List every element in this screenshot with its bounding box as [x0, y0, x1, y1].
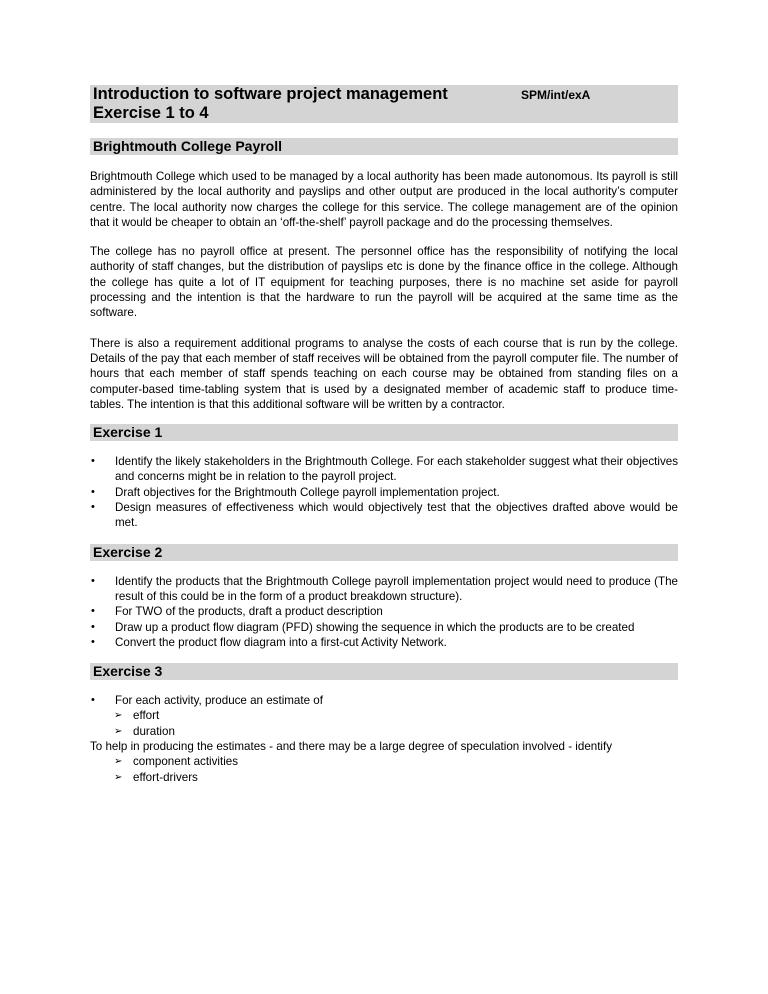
- exercise2-list: [90, 574, 678, 650]
- list-item: ➢ effort-drivers: [90, 770, 678, 785]
- list-item: ➢ effort: [90, 708, 678, 723]
- list-item: • Design measures of effectiveness which would objectively test that the objectives drafted above would be met.: [90, 500, 678, 531]
- exercise3-list: [90, 693, 678, 708]
- identify-sublist: [90, 754, 678, 785]
- case-paragraph-3: There is also a requirement additional programs to analyse the costs of each course that is run by the college. Details of the pay that each member of staff receives will be obtained from the payroll computer file. The number of hours that each member of staff spends teaching on each course may be obtained from standing files on a computer-based time-tabling system that is used by a designated member of academic staff to produce time-tables. The intention is that this additional software will be written by a contractor.: [90, 336, 678, 411]
- exercise1-list: [90, 454, 678, 530]
- exercise2-heading: Exercise 2: [90, 544, 678, 561]
- list-item: ➢ duration: [90, 724, 678, 739]
- list-item: • Draw up a product flow diagram (PFD) showing the sequence in which the products are to be created: [90, 620, 678, 635]
- document-code: SPM/int/exA: [521, 88, 591, 102]
- estimate-sublist: [90, 708, 678, 739]
- exercise1-heading: Exercise 1: [90, 424, 678, 441]
- document-subtitle: Exercise 1 to 4: [93, 104, 209, 122]
- list-item: • For TWO of the products, draft a product description: [90, 604, 678, 619]
- exercise3-heading: Exercise 3: [90, 663, 678, 680]
- list-item: • For each activity, produce an estimate of: [90, 693, 678, 708]
- case-paragraph-1: Brightmouth College which used to be managed by a local authority has been made autonomous. Its payroll is still administered by the local authority and payslips and other output are produced in the local authority’s computer centre. The local authority now charges the college for this service. The college management are of the opinion that it would be cheaper to obtain an ‘off-the-shelf’ payroll package and do the processing themselves.: [90, 170, 678, 229]
- list-item: • Identify the products that the Brightmouth College payroll implementation project would need to produce (The result of this could be in the form of a product breakdown structure).: [90, 574, 678, 605]
- case-paragraph-2: The college has no payroll office at present. The personnel office has the responsibility of notifying the local authority of staff changes, but the distribution of payslips etc is done by the finance office in the college. Although the college has quite a lot of IT equipment for teaching purposes, there is no machine set aside for payroll processing and the intention is that the hardware to run the payroll will be acquired at the same time as the software.: [90, 245, 678, 320]
- case-study-heading: Brightmouth College Payroll: [90, 138, 678, 155]
- title-header: [90, 85, 678, 123]
- document-title: Introduction to software project management: [93, 85, 448, 103]
- exercise3-note: To help in producing the estimates - and there may be a large degree of speculation involved - identify: [90, 740, 613, 754]
- list-item: • Draft objectives for the Brightmouth College payroll implementation project.: [90, 485, 678, 500]
- list-item: • Convert the product flow diagram into a first-cut Activity Network.: [90, 635, 678, 650]
- document-page: [90, 85, 678, 785]
- list-item: ➢ component activities: [90, 754, 678, 769]
- list-item: • Identify the likely stakeholders in the Brightmouth College. For each stakeholder suggest what their objectives and concerns might be in relation to the payroll project.: [90, 454, 678, 485]
